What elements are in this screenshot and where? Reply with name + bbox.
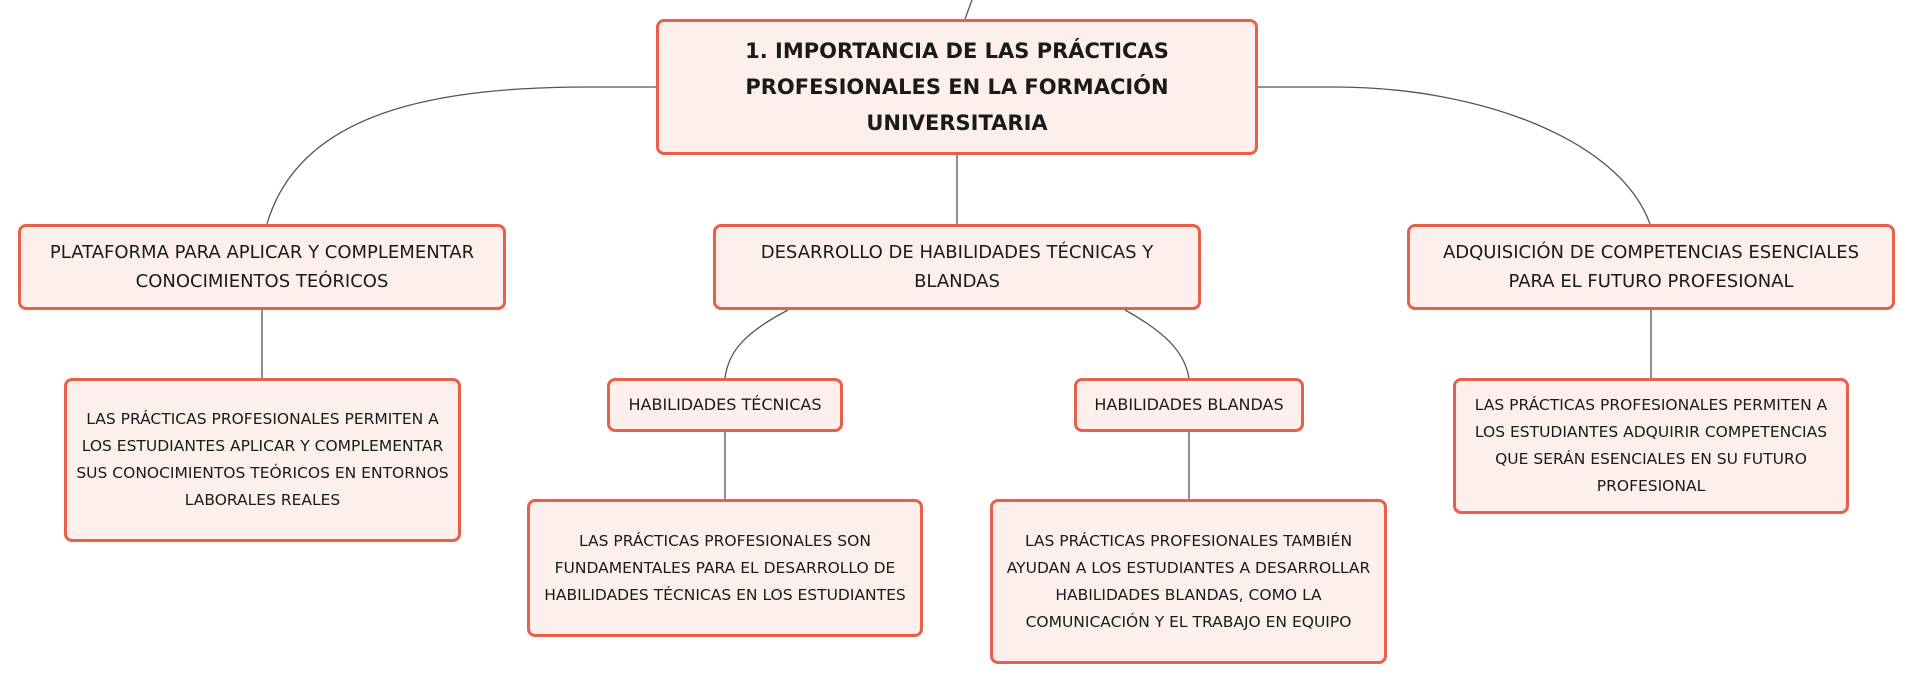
detail-plataforma-text: LAS PRÁCTICAS PROFESIONALES PERMITEN A LOS ESTUDIANTES APLICAR Y COMPLEMENTAR SUS CONOCIMIENTOS TEÓRICOS EN ENTORNOS LABORALES REALES <box>76 410 449 509</box>
detail-plataforma-node[interactable] <box>64 378 461 542</box>
detail-tecnicas-text: LAS PRÁCTICAS PROFESIONALES SON FUNDAMENTALES PARA EL DESARROLLO DE HABILIDADES TÉCNICAS EN LOS ESTUDIANTES <box>544 531 906 604</box>
subtopic-tecnicas-title: HABILIDADES TÉCNICAS <box>628 395 822 414</box>
branch-adquisicion-node[interactable] <box>1407 224 1895 310</box>
branch-desarrollo-title: DESARROLLO DE HABILIDADES TÉCNICAS Y BLANDAS <box>760 242 1154 292</box>
detail-adquisicion-text: LAS PRÁCTICAS PROFESIONALES PERMITEN A LOS ESTUDIANTES ADQUIRIR COMPETENCIAS QUE SERÁN ESENCIALES EN SU FUTURO PROFESIONAL <box>1474 396 1828 495</box>
detail-blandas-text: LAS PRÁCTICAS PROFESIONALES TAMBIÉN AYUDAN A LOS ESTUDIANTES A DESARROLLAR HABILIDADES BLANDAS, COMO LA COMUNICACIÓN Y EL TRABAJO EN EQUIPO <box>1006 531 1371 631</box>
root-topic-title: 1. IMPORTANCIA DE LAS PRÁCTICAS PROFESIONALES EN LA FORMACIÓN UNIVERSITARIA <box>745 39 1169 135</box>
connector-root-to-adquisicion <box>1258 87 1650 224</box>
connector-root-to-plataforma <box>267 87 656 224</box>
detail-tecnicas-node[interactable] <box>527 499 923 637</box>
branch-adquisicion-title: ADQUISICIÓN DE COMPETENCIAS ESENCIALES PARA EL FUTURO PROFESIONAL <box>1442 242 1860 292</box>
connector-desarrollo-to-blandas <box>1125 310 1189 378</box>
subtopic-blandas-node[interactable] <box>1074 378 1304 432</box>
root-topic-node[interactable] <box>656 19 1258 155</box>
branch-plataforma-title: PLATAFORMA PARA APLICAR Y COMPLEMENTAR CONOCIMIENTOS TEÓRICOS <box>49 242 475 292</box>
detail-adquisicion-node[interactable] <box>1453 378 1849 514</box>
detail-blandas-node[interactable] <box>990 499 1387 664</box>
subtopic-blandas-title: HABILIDADES BLANDAS <box>1094 395 1284 414</box>
subtopic-tecnicas-node[interactable] <box>607 378 843 432</box>
connector-parent-to-root <box>965 0 972 19</box>
branch-plataforma-node[interactable] <box>18 224 506 310</box>
connector-desarrollo-to-tecnicas <box>725 310 788 378</box>
branch-desarrollo-node[interactable] <box>713 224 1201 310</box>
